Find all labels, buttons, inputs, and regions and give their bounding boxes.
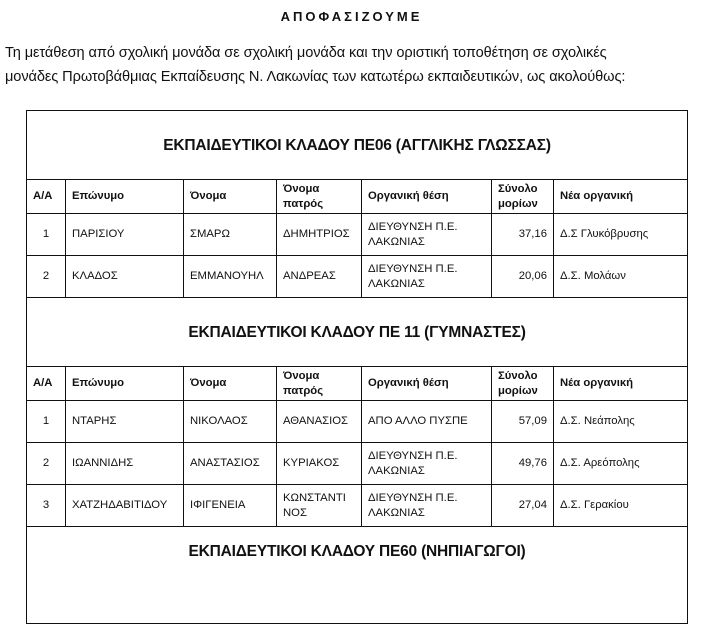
cell-organic-line1: ΔΙΕΥΘΥΝΣΗ Π.Ε. [368,262,458,275]
col-header-organic-position: Οργανική θέση [362,367,492,401]
cell-aa: 1 [27,214,66,256]
cell-surname: ΚΛΑΔΟΣ [66,256,184,298]
cell-score: 27,04 [492,485,554,527]
intro-paragraph [5,41,695,89]
cell-name: ΝΙΚΟΛΑΟΣ [184,401,277,443]
cell-organic-line2: ΛΑΚΩΝΙΑΣ [368,235,425,248]
col-header-score [492,180,554,214]
cell-name: ΙΦΙΓΕΝΕΙΑ [184,485,277,527]
cell-new-organic: Δ.Σ. Γερακίου [554,485,688,527]
cell-aa: 2 [27,256,66,298]
table-row [27,401,688,443]
cell-surname: ΝΤΑΡΗΣ [66,401,184,443]
section-header-row [27,111,688,180]
col-header-aa: Α/Α [27,180,66,214]
section-title: ΕΚΠΑΙΔΕΥΤΙΚΟΙ ΚΛΑΔΟΥ ΠΕ60 (ΝΗΠΙΑΓΩΓΟΙ) [27,527,688,624]
cell-name: ΣΜΑΡΩ [184,214,277,256]
table-row [27,214,688,256]
cell-surname: ΠΑΡΙΣΙΟΥ [66,214,184,256]
col-header-aa: Α/Α [27,367,66,401]
col-header-score [492,367,554,401]
col-header-score-line2: μορίων [498,197,538,210]
col-header-surname: Επώνυμο [66,367,184,401]
col-header-father-name [277,180,362,214]
intro-line-1: Τη μετάθεση από σχολική μονάδα σε σχολική μονάδα και την οριστική τοποθέτηση σε σχολικές [5,45,607,61]
col-header-new-organic: Νέα οργανική [554,367,688,401]
cell-organic-line1: ΔΙΕΥΘΥΝΣΗ Π.Ε. [368,491,458,504]
cell-organic-position [362,401,492,443]
cell-father-line2: ΝΟΣ [283,506,307,519]
col-header-father-line2: πατρός [283,384,324,397]
col-header-father-line1: Όνομα [283,369,320,382]
table-row [27,256,688,298]
cell-organic-line1: ΔΙΕΥΘΥΝΣΗ Π.Ε. [368,449,458,462]
cell-father-name [277,256,362,298]
cell-name: ΕΜΜΑΝΟΥΗΛ [184,256,277,298]
cell-organic-line1: ΑΠΟ ΑΛΛΟ ΠΥΣΠΕ [368,415,468,427]
section-header-row [27,527,688,624]
cell-father-line1: ΑΝΔΡΕΑΣ [283,270,336,282]
cell-organic-line2: ΛΑΚΩΝΙΑΣ [368,464,425,477]
col-header-surname: Επώνυμο [66,180,184,214]
cell-father-name [277,401,362,443]
cell-new-organic: Δ.Σ. Μολάων [554,256,688,298]
col-header-score-line2: μορίων [498,384,538,397]
cell-father-line1: ΔΗΜΗΤΡΙΟΣ [283,228,350,240]
intro-line-2: μονάδες Πρωτοβάθμιας Εκπαίδευσης Ν. Λακωνίας των κατωτέρω εκπαιδευτικών, ως ακολούθως: [5,69,626,85]
cell-aa: 2 [27,443,66,485]
cell-father-line1: ΚΥΡΙΑΚΟΣ [283,457,340,469]
cell-score: 37,16 [492,214,554,256]
decision-title: ΑΠΟΦΑΣΙΖΟΥΜΕ [280,9,423,24]
cell-organic-position [362,214,492,256]
column-header-row [27,180,688,214]
cell-surname: ΙΩΑΝΝΙΔΗΣ [66,443,184,485]
cell-organic-position [362,443,492,485]
placements-table [26,110,688,624]
cell-father-name [277,443,362,485]
cell-name: ΑΝΑΣΤΑΣΙΟΣ [184,443,277,485]
cell-score: 20,06 [492,256,554,298]
col-header-score-line1: Σύνολο [498,369,538,382]
section-header-row [27,298,688,367]
col-header-father-name [277,367,362,401]
cell-organic-line2: ΛΑΚΩΝΙΑΣ [368,277,425,290]
cell-organic-line1: ΔΙΕΥΘΥΝΣΗ Π.Ε. [368,220,458,233]
cell-new-organic: Δ.Σ Γλυκόβρυσης [554,214,688,256]
col-header-score-line1: Σύνολο [498,182,538,195]
cell-organic-position [362,256,492,298]
table-row [27,443,688,485]
cell-organic-position [362,485,492,527]
table-row [27,485,688,527]
cell-score: 49,76 [492,443,554,485]
col-header-name: Όνομα [184,367,277,401]
cell-aa: 3 [27,485,66,527]
col-header-name: Όνομα [184,180,277,214]
cell-surname: ΧΑΤΖΗΔΑΒΙΤΙΔΟΥ [66,485,184,527]
cell-new-organic: Δ.Σ. Νεάπολης [554,401,688,443]
cell-aa: 1 [27,401,66,443]
col-header-father-line2: πατρός [283,197,324,210]
col-header-organic-position: Οργανική θέση [362,180,492,214]
cell-new-organic: Δ.Σ. Αρεόπολης [554,443,688,485]
section-title: ΕΚΠΑΙΔΕΥΤΙΚΟΙ ΚΛΑΔΟΥ ΠΕ 11 (ΓΥΜΝΑΣΤΕΣ) [27,298,688,367]
section-title: ΕΚΠΑΙΔΕΥΤΙΚΟΙ ΚΛΑΔΟΥ ΠΕ06 (ΑΓΓΛΙΚΗΣ ΓΛΩΣΣΑΣ) [27,111,688,180]
col-header-father-line1: Όνομα [283,182,320,195]
cell-score: 57,09 [492,401,554,443]
column-header-row [27,367,688,401]
cell-father-name [277,485,362,527]
col-header-new-organic: Νέα οργανική [554,180,688,214]
cell-father-line1: ΚΩΝΣΤΑΝΤΙ [283,491,346,504]
cell-father-name [277,214,362,256]
cell-father-line1: ΑΘΑΝΑΣΙΟΣ [283,415,349,427]
cell-organic-line2: ΛΑΚΩΝΙΑΣ [368,506,425,519]
